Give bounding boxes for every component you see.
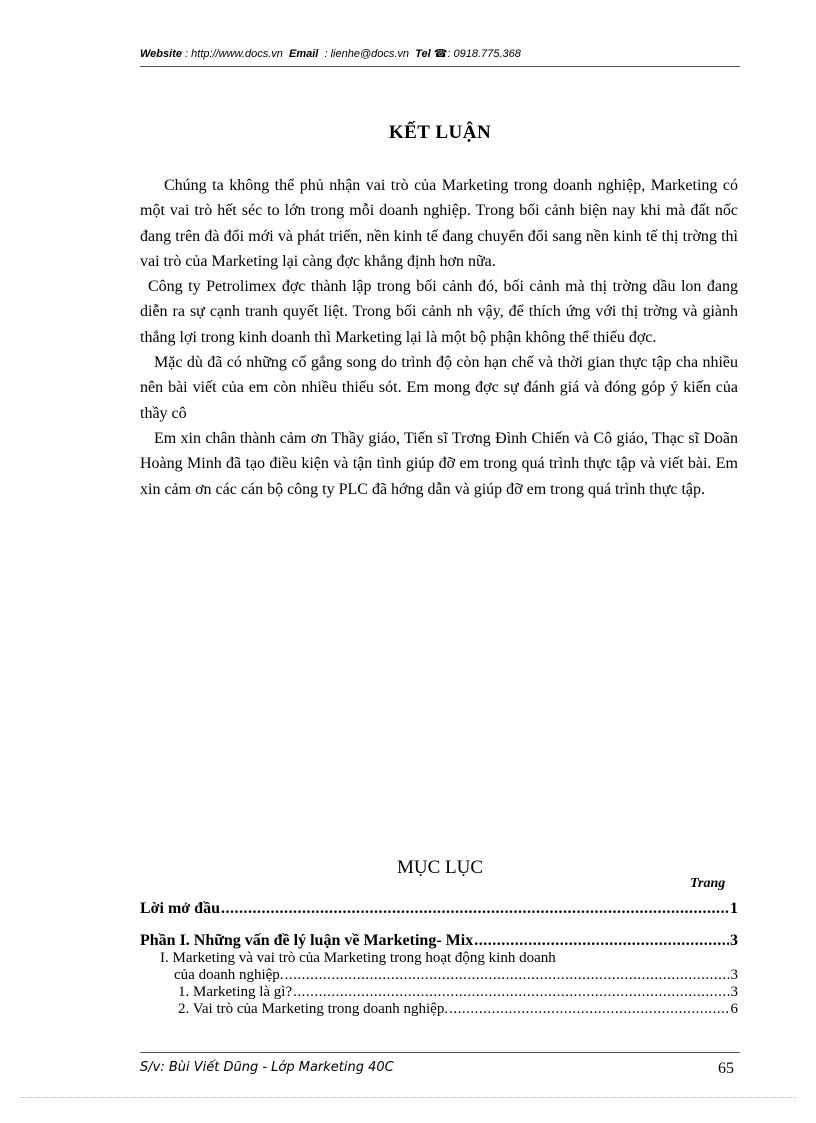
footer-divider <box>140 1052 740 1053</box>
page-bottom-border <box>20 1097 796 1098</box>
toc-page-label: Trang <box>690 876 726 891</box>
toc-entry[interactable] <box>178 1001 738 1018</box>
toc-entry-text: I. Marketing và vai trò của Marketing trong hoạt động kinh doanh <box>160 950 556 966</box>
toc-entry-text: của doanh nghiệp. <box>174 967 284 983</box>
toc-entry-text: 1. Marketing là gì? <box>178 984 293 1000</box>
conclusion-paragraph: Chúng ta không thể phủ nhận vai trò của Marketing trong doanh nghiệp, Marketing có một vai trò hết séc to lớn trong mỗi doanh nghiệp. Trong bối cảnh biện nay khi mà đất nốc đang trên đà đổi mới và phát triển, nền kinh tế đang chuyển đổi sang nền kinh tế thị trờng thì vai trò của Marketing lại càng đợc khẳng định hơn nữa. <box>140 177 738 270</box>
tel-value: : 0918.775.368 <box>447 48 521 60</box>
toc-entry[interactable] <box>160 950 738 967</box>
toc-entry-page: 1 <box>730 900 738 917</box>
toc-leader <box>449 1001 729 1018</box>
website-label: Website <box>140 48 182 60</box>
toc-entry-text: 2. Vai trò của Marketing trong doanh nghiệp. <box>178 1001 449 1017</box>
toc-entry[interactable] <box>178 984 738 1001</box>
conclusion-title: KẾT LUẬN <box>388 122 492 143</box>
toc-entry-page: 3 <box>730 967 738 983</box>
toc-leader <box>293 984 729 1001</box>
toc-entry-page: 6 <box>730 1001 738 1017</box>
toc-leader <box>474 932 729 950</box>
conclusion-paragraph: Mặc dù đã có những cố gắng song do trình độ còn hạn chế và thời gian thực tập cha nhiều nên bài viết của em còn nhiều thiếu sót. Em mong đợc sự đánh giá và đóng góp ý kiến của thầy cô <box>140 354 738 422</box>
email-label: Email <box>289 48 319 60</box>
toc-entry[interactable] <box>174 967 738 984</box>
email-value[interactable]: : lienhe@docs.vn <box>324 48 410 60</box>
toc-entry[interactable] <box>140 900 738 918</box>
toc-leader <box>221 900 729 918</box>
toc-entry-page: 3 <box>730 932 738 949</box>
conclusion-body <box>140 173 738 502</box>
header-divider <box>140 66 740 67</box>
phone-icon: ☎ <box>433 48 448 60</box>
conclusion-paragraph: Em xin chân thành cảm ơn Thầy giáo, Tiến sĩ Trơng Đình Chiến và Cô giáo, Thạc sĩ Doãn Hoàng Minh đã tạo điều kiện và tận tình giúp đỡ em trong quá trình thực tập và viết bài. Em xin cảm ơn các cán bộ công ty PLC đã hớng dẫn và giúp đỡ em trong quá trình thực tập. <box>140 429 738 498</box>
toc-leader <box>285 967 730 984</box>
conclusion-paragraph: Công ty Petrolimex đợc thành lập trong bối cảnh đó, bối cảnh mà thị trờng dầu lon đang diễn ra sự cạnh tranh quyết liệt. Trong bối cảnh nh vậy, để thích ứng với thị trờng và giành thắng lợi trong kinh doanh thì Marketing lại là một bộ phận không thể thiếu đợc. <box>140 278 738 346</box>
footer-author: S/v: Bùi Viết Dũng - Lớp Marketing 40C <box>140 1060 394 1075</box>
page-header <box>140 47 740 60</box>
toc-entry[interactable] <box>140 932 738 950</box>
page-number: 65 <box>718 1060 734 1077</box>
toc-entry-page: 3 <box>730 984 738 1000</box>
website-value[interactable]: : http://www.docs.vn <box>185 48 283 60</box>
toc-entry-text: Lời mở đầu <box>140 900 220 917</box>
toc-title: MỤC LỤC <box>396 857 484 878</box>
toc-entry-text: Phần I. Những vấn đề lý luận về Marketing- Mix <box>140 932 474 949</box>
tel-label: Tel <box>415 48 431 60</box>
